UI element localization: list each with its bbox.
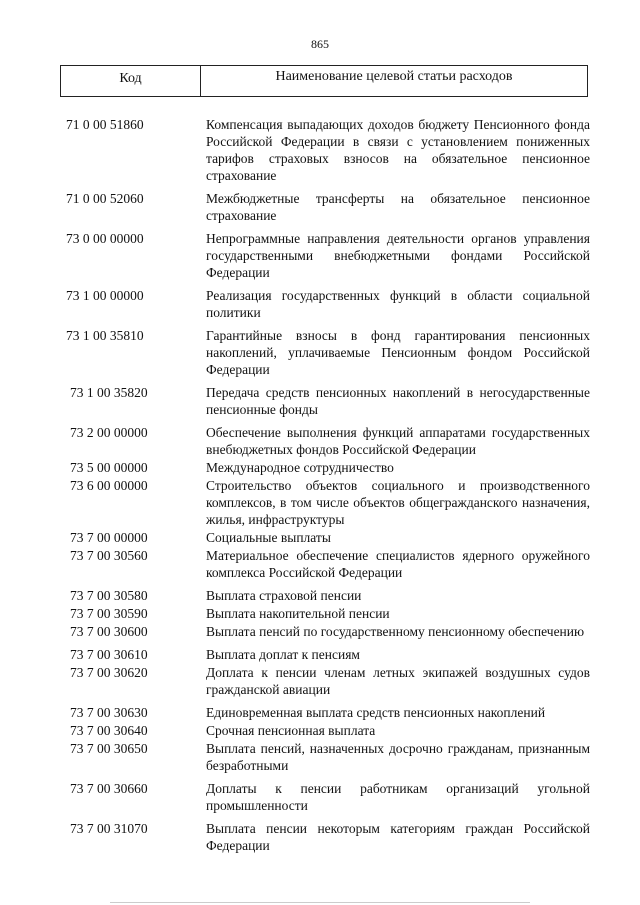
table-row — [0, 780, 640, 814]
row-code: 73 7 00 30650 — [70, 741, 148, 756]
row-name: Обеспечение выполнения функций аппаратами государственных внебюджетных фондов Российской Федерации — [206, 425, 590, 457]
row-name: Выплата страховой пенсии — [206, 588, 362, 603]
row-code: 73 7 00 30640 — [70, 723, 148, 738]
row-name: Реализация государственных функций в области социальной политики — [206, 288, 590, 320]
table-row — [0, 230, 640, 281]
row-code: 73 7 00 30600 — [70, 624, 148, 639]
row-code: 73 7 00 00000 — [70, 530, 148, 545]
table-row — [0, 190, 640, 224]
table-row — [0, 646, 640, 663]
row-code: 73 5 00 00000 — [70, 460, 148, 475]
row-name: Доплаты к пенсии работникам организаций угольной промышленности — [206, 781, 590, 813]
table-row — [0, 664, 640, 698]
row-code: 73 7 00 30610 — [70, 647, 148, 662]
row-name: Международное сотрудничество — [206, 460, 394, 475]
row-code: 73 7 00 30620 — [70, 665, 148, 680]
row-code: 73 7 00 30660 — [70, 781, 148, 796]
table-row — [0, 740, 640, 774]
row-code: 73 1 00 35820 — [70, 385, 148, 400]
table-row — [0, 477, 640, 528]
table-row — [0, 722, 640, 739]
table-row — [0, 424, 640, 458]
table-row — [0, 327, 640, 378]
table-row — [0, 704, 640, 721]
table-row — [0, 529, 640, 546]
row-code: 73 6 00 00000 — [70, 478, 148, 493]
row-code: 73 7 00 30560 — [70, 548, 148, 563]
table-row — [0, 605, 640, 622]
row-name: Передача средств пенсионных накоплений в негосударственные пенсионные фонды — [206, 385, 590, 417]
row-name: Выплата пенсии некоторым категориям граждан Российской Федерации — [206, 821, 590, 853]
row-name: Материальное обеспечение специалистов ядерного оружейного комплекса Российской Федерации — [206, 548, 590, 580]
row-code: 73 1 00 00000 — [66, 288, 144, 303]
page-number: 865 — [311, 37, 329, 51]
row-code: 73 7 00 30590 — [70, 606, 148, 621]
row-code: 71 0 00 51860 — [66, 117, 144, 132]
row-name: Межбюджетные трансферты на обязательное пенсионное страхование — [206, 191, 590, 223]
row-name: Выплата пенсий по государственному пенсионному обеспечению — [206, 624, 585, 639]
column-header-name: Наименование целевой статьи расходов — [275, 69, 513, 84]
row-name: Строительство объектов социального и производственного комплексов, в том числе объектов общегражданского назначения, жилья, инфраструктуры — [206, 478, 590, 527]
row-code: 73 7 00 31070 — [70, 821, 148, 836]
row-name: Выплата накопительной пенсии — [206, 606, 390, 621]
scan-edge-line — [110, 902, 530, 903]
row-name: Срочная пенсионная выплата — [206, 723, 376, 738]
column-header-code: Код — [61, 66, 201, 96]
row-code: 73 7 00 30580 — [70, 588, 148, 603]
row-name: Выплата доплат к пенсиям — [206, 647, 360, 662]
row-name: Доплата к пенсии членам летных экипажей воздушных судов гражданской авиации — [206, 665, 590, 697]
row-code: 73 1 00 35810 — [66, 328, 144, 343]
table-row — [0, 587, 640, 604]
row-code: 71 0 00 52060 — [66, 191, 144, 206]
table-row — [0, 547, 640, 581]
table-row — [0, 287, 640, 321]
table-header — [60, 65, 588, 97]
row-name: Социальные выплаты — [206, 530, 331, 545]
table-row — [0, 820, 640, 854]
row-name: Гарантийные взносы в фонд гарантирования пенсионных накоплений, уплачиваемые Пенсионным фондом Российской Федерации — [206, 328, 590, 377]
table-row — [0, 459, 640, 476]
table-row — [0, 384, 640, 418]
row-code: 73 2 00 00000 — [70, 425, 148, 440]
row-name: Единовременная выплата средств пенсионных накоплений — [206, 705, 546, 720]
table-row — [0, 116, 640, 184]
row-name: Выплата пенсий, назначенных досрочно гражданам, признанным безработными — [206, 741, 590, 773]
row-code: 73 7 00 30630 — [70, 705, 148, 720]
row-code: 73 0 00 00000 — [66, 231, 144, 246]
table-row — [0, 623, 640, 640]
table-body — [0, 116, 640, 855]
row-name: Компенсация выпадающих доходов бюджету Пенсионного фонда Российской Федерации в связи с установлением пониженных тарифов страховых взносов на обязательное пенсионное страхование — [206, 117, 590, 183]
row-name: Непрограммные направления деятельности органов управления государственными внебюджетными фондами Российской Федерации — [206, 231, 590, 280]
